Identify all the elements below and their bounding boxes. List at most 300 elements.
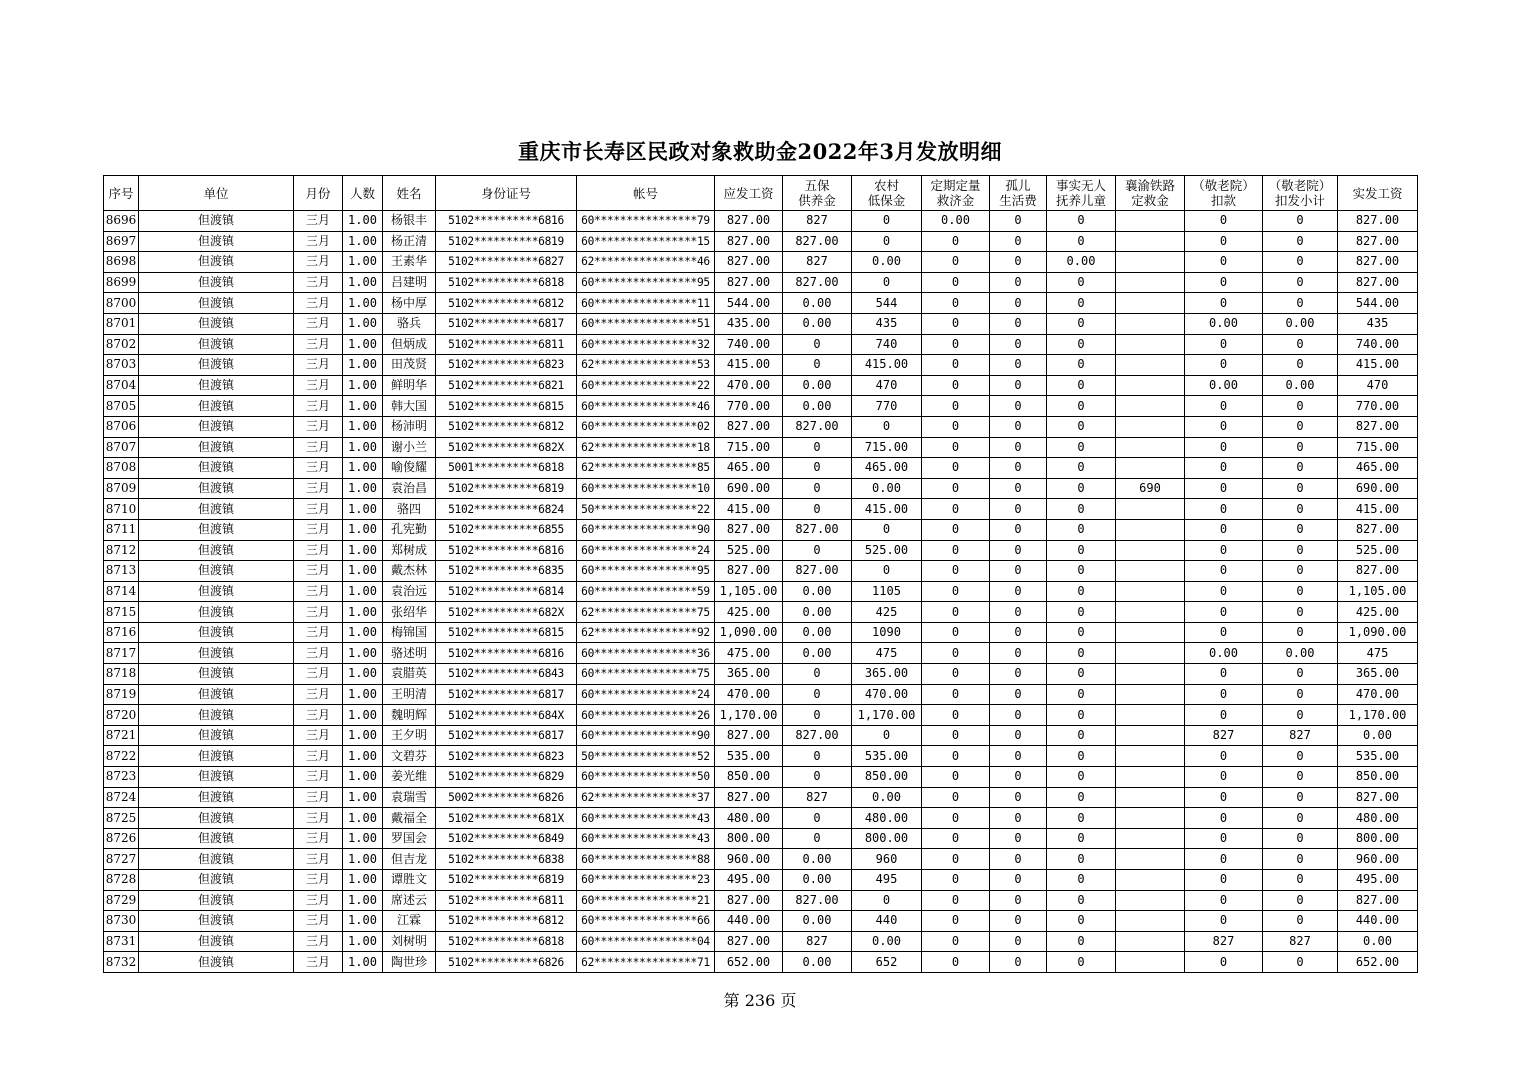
table-cell: 0 — [1263, 519, 1338, 540]
table-cell — [1116, 828, 1185, 849]
table-cell: 骆兵 — [383, 313, 436, 334]
table-cell: 0 — [1185, 437, 1263, 458]
table-row — [104, 643, 1418, 664]
table-cell: 8721 — [104, 725, 139, 746]
table-cell: 8711 — [104, 519, 139, 540]
table-cell: 但渡镇 — [139, 540, 294, 561]
table-cell: 60****************02 — [577, 416, 715, 437]
table-cell: 827.00 — [715, 725, 783, 746]
column-header: （敬老院） 扣款 — [1185, 176, 1263, 211]
table-cell: 1,170.00 — [715, 705, 783, 726]
table-row — [104, 396, 1418, 417]
table-cell: 1.00 — [343, 664, 383, 685]
table-cell: 0 — [783, 684, 852, 705]
table-cell: 0 — [1263, 581, 1338, 602]
table-cell — [1116, 725, 1185, 746]
table-cell: 8700 — [104, 293, 139, 314]
table-cell: 480.00 — [852, 808, 922, 829]
table-cell: 415.00 — [1338, 355, 1418, 376]
table-row — [104, 272, 1418, 293]
table-cell: 三月 — [294, 767, 343, 788]
table-cell: 5102**********6824 — [436, 499, 577, 520]
table-cell: 0 — [990, 767, 1047, 788]
table-cell — [1116, 334, 1185, 355]
table-cell: 1,170.00 — [852, 705, 922, 726]
table-cell: 0 — [990, 849, 1047, 870]
table-cell: 8720 — [104, 705, 139, 726]
table-cell: 1.00 — [343, 458, 383, 479]
table-cell: 827.00 — [1338, 890, 1418, 911]
table-cell: 827.00 — [715, 211, 783, 232]
table-cell: 0 — [990, 890, 1047, 911]
table-cell: 827.00 — [783, 725, 852, 746]
table-cell: 60****************23 — [577, 870, 715, 891]
table-cell: 骆述明 — [383, 643, 436, 664]
table-cell: 62****************71 — [577, 952, 715, 973]
table-cell: 0.00 — [783, 952, 852, 973]
table-cell: 但渡镇 — [139, 664, 294, 685]
table-cell: 0 — [1047, 643, 1116, 664]
table-cell: 0.00 — [1263, 375, 1338, 396]
table-cell: 0 — [1185, 293, 1263, 314]
table-cell: 0 — [1047, 787, 1116, 808]
table-cell: 0 — [922, 499, 990, 520]
table-row — [104, 581, 1418, 602]
table-cell: 0 — [990, 355, 1047, 376]
table-cell: 8726 — [104, 828, 139, 849]
table-cell: 770.00 — [1338, 396, 1418, 417]
table-cell: 60****************43 — [577, 808, 715, 829]
table-cell: 827 — [1263, 725, 1338, 746]
table-cell: 0 — [990, 870, 1047, 891]
table-cell: 但渡镇 — [139, 602, 294, 623]
table-cell: 0 — [1263, 499, 1338, 520]
table-cell: 0 — [922, 725, 990, 746]
table-cell: 1.00 — [343, 787, 383, 808]
table-cell: 但渡镇 — [139, 561, 294, 582]
table-cell: 1.00 — [343, 725, 383, 746]
table-cell: 但渡镇 — [139, 705, 294, 726]
table-row — [104, 911, 1418, 932]
table-cell: 5102**********6838 — [436, 849, 577, 870]
table-cell: 827.00 — [783, 519, 852, 540]
table-cell: 0.00 — [783, 911, 852, 932]
table-cell: 三月 — [294, 519, 343, 540]
table-cell: 465.00 — [852, 458, 922, 479]
table-cell: 0 — [852, 890, 922, 911]
table-cell: 1.00 — [343, 231, 383, 252]
table-cell: 1.00 — [343, 643, 383, 664]
table-cell: 0 — [1047, 602, 1116, 623]
table-cell: 1,105.00 — [1338, 581, 1418, 602]
table-cell: 魏明辉 — [383, 705, 436, 726]
table-cell: 5102**********6816 — [436, 540, 577, 561]
table-cell: 三月 — [294, 622, 343, 643]
table-cell: 960.00 — [715, 849, 783, 870]
table-cell: 0 — [1263, 684, 1338, 705]
table-cell: 0 — [1263, 540, 1338, 561]
table-cell: 但渡镇 — [139, 375, 294, 396]
table-cell: 0 — [990, 622, 1047, 643]
table-cell: 5102**********6819 — [436, 231, 577, 252]
table-cell: 827.00 — [783, 890, 852, 911]
table-cell: 652.00 — [715, 952, 783, 973]
table-cell: 0 — [1047, 684, 1116, 705]
table-cell: 0 — [1185, 231, 1263, 252]
table-cell: 8698 — [104, 252, 139, 273]
table-cell: 5102**********6827 — [436, 252, 577, 273]
table-cell: 5102**********6812 — [436, 293, 577, 314]
table-cell: 827.00 — [1338, 416, 1418, 437]
table-cell: 827 — [1185, 725, 1263, 746]
table-cell: 60****************79 — [577, 211, 715, 232]
table-cell: 475 — [1338, 643, 1418, 664]
table-cell: 1.00 — [343, 396, 383, 417]
table-cell: 0 — [1047, 767, 1116, 788]
table-cell: 0 — [783, 355, 852, 376]
table-cell: 50****************52 — [577, 746, 715, 767]
table-cell: 5102**********6817 — [436, 725, 577, 746]
table-cell: 0 — [1185, 828, 1263, 849]
table-cell: 0 — [1047, 931, 1116, 952]
table-cell: 但渡镇 — [139, 272, 294, 293]
table-cell: 8701 — [104, 313, 139, 334]
table-cell: 0 — [1047, 478, 1116, 499]
table-cell: 0.00 — [783, 375, 852, 396]
table-row — [104, 499, 1418, 520]
table-cell: 0 — [1047, 622, 1116, 643]
table-cell — [1116, 767, 1185, 788]
table-cell: 62****************46 — [577, 252, 715, 273]
table-cell: 谢小兰 — [383, 437, 436, 458]
table-cell: 0 — [1263, 870, 1338, 891]
table-cell — [1116, 272, 1185, 293]
table-cell: 1.00 — [343, 952, 383, 973]
table-cell: 0 — [990, 684, 1047, 705]
column-header: 事实无人 抚养儿童 — [1047, 176, 1116, 211]
table-cell: 0 — [1263, 437, 1338, 458]
column-header: 姓名 — [383, 176, 436, 211]
table-cell: 850.00 — [715, 767, 783, 788]
table-cell: 827.00 — [715, 519, 783, 540]
table-row — [104, 952, 1418, 973]
table-cell: 0 — [1263, 746, 1338, 767]
table-cell: 5102**********6849 — [436, 828, 577, 849]
table-row — [104, 355, 1418, 376]
table-cell: 0 — [1185, 705, 1263, 726]
table-row — [104, 705, 1418, 726]
table-cell: 60****************36 — [577, 643, 715, 664]
table-cell: 三月 — [294, 602, 343, 623]
table-cell: 5102**********6821 — [436, 375, 577, 396]
table-cell: 但渡镇 — [139, 416, 294, 437]
table-cell: 三月 — [294, 684, 343, 705]
table-cell: 0 — [1047, 870, 1116, 891]
table-cell: 三月 — [294, 705, 343, 726]
table-cell: 827.00 — [715, 561, 783, 582]
table-cell: 960.00 — [1338, 849, 1418, 870]
table-cell: 1.00 — [343, 211, 383, 232]
table-cell: 0 — [1047, 293, 1116, 314]
table-cell: 0 — [783, 746, 852, 767]
table-cell: 0 — [1185, 952, 1263, 973]
table-cell: 0.00 — [783, 313, 852, 334]
table-cell: 60****************95 — [577, 561, 715, 582]
table-cell: 470 — [1338, 375, 1418, 396]
table-cell — [1116, 643, 1185, 664]
table-cell: 0 — [852, 231, 922, 252]
table-cell — [1116, 684, 1185, 705]
table-cell: 5102**********6817 — [436, 684, 577, 705]
table-cell: 0.00 — [1338, 931, 1418, 952]
table-cell: 0 — [990, 643, 1047, 664]
table-cell: 三月 — [294, 746, 343, 767]
table-cell: 0 — [783, 499, 852, 520]
table-cell: 0.00 — [852, 931, 922, 952]
table-cell: 1.00 — [343, 705, 383, 726]
table-cell: 5102**********6811 — [436, 334, 577, 355]
column-header: 农村 低保金 — [852, 176, 922, 211]
table-cell: 三月 — [294, 272, 343, 293]
table-cell: 470.00 — [852, 684, 922, 705]
table-cell: 60****************90 — [577, 725, 715, 746]
table-cell: 0 — [922, 808, 990, 829]
table-cell: 5102**********6843 — [436, 664, 577, 685]
table-cell: 470 — [852, 375, 922, 396]
table-cell: 1.00 — [343, 293, 383, 314]
table-cell: 三月 — [294, 211, 343, 232]
table-cell: 60****************51 — [577, 313, 715, 334]
table-cell: 800.00 — [715, 828, 783, 849]
table-cell: 0 — [922, 890, 990, 911]
table-cell: 60****************66 — [577, 911, 715, 932]
table-cell: 0 — [1047, 334, 1116, 355]
table-cell: 8723 — [104, 767, 139, 788]
table-cell: 陶世珍 — [383, 952, 436, 973]
table-cell: 8703 — [104, 355, 139, 376]
table-cell: 1.00 — [343, 808, 383, 829]
table-cell: 544 — [852, 293, 922, 314]
table-cell: 0 — [922, 375, 990, 396]
table-cell: 827 — [1185, 931, 1263, 952]
table-cell: 365.00 — [715, 664, 783, 685]
table-cell: 0 — [922, 664, 990, 685]
table-cell: 0 — [922, 293, 990, 314]
column-header: 帐号 — [577, 176, 715, 211]
table-cell: 5102**********682X — [436, 437, 577, 458]
table-cell: 0 — [783, 437, 852, 458]
table-cell: 850.00 — [1338, 767, 1418, 788]
table-cell: 8719 — [104, 684, 139, 705]
table-cell: 0 — [922, 478, 990, 499]
table-cell: 1,090.00 — [1338, 622, 1418, 643]
table-cell: 0 — [1185, 787, 1263, 808]
table-cell: 0 — [1047, 705, 1116, 726]
table-cell: 1.00 — [343, 334, 383, 355]
table-cell: 5102**********6823 — [436, 746, 577, 767]
table-cell: 525.00 — [1338, 540, 1418, 561]
table-cell: 江霖 — [383, 911, 436, 932]
table-row — [104, 808, 1418, 829]
table-cell: 三月 — [294, 355, 343, 376]
table-cell: 张绍华 — [383, 602, 436, 623]
table-row — [104, 252, 1418, 273]
table-cell: 0.00 — [783, 602, 852, 623]
table-cell: 827.00 — [1338, 561, 1418, 582]
table-cell: 三月 — [294, 416, 343, 437]
table-cell: 0 — [1263, 952, 1338, 973]
table-cell: 415.00 — [852, 355, 922, 376]
table-cell: 1.00 — [343, 684, 383, 705]
table-cell: 60****************24 — [577, 684, 715, 705]
table-cell: 袁腊英 — [383, 664, 436, 685]
table-cell: 0 — [990, 602, 1047, 623]
table-row — [104, 334, 1418, 355]
table-cell: 0.00 — [783, 622, 852, 643]
table-cell: 5102**********6819 — [436, 870, 577, 891]
table-cell: 但炳成 — [383, 334, 436, 355]
table-cell: 0 — [852, 725, 922, 746]
table-cell — [1116, 808, 1185, 829]
table-cell: 770.00 — [715, 396, 783, 417]
table-cell: 0 — [922, 684, 990, 705]
table-cell: 但渡镇 — [139, 396, 294, 417]
table-cell: 495 — [852, 870, 922, 891]
table-cell: 谭胜文 — [383, 870, 436, 891]
table-cell: 0 — [1047, 746, 1116, 767]
column-header: 孤儿 生活费 — [990, 176, 1047, 211]
table-cell: 0 — [1047, 828, 1116, 849]
table-cell: 0 — [1047, 519, 1116, 540]
table-cell: 827 — [783, 787, 852, 808]
table-cell: 0 — [922, 602, 990, 623]
table-row — [104, 602, 1418, 623]
table-cell: 0.00 — [1185, 313, 1263, 334]
table-cell: 三月 — [294, 478, 343, 499]
table-cell: 三月 — [294, 313, 343, 334]
table-row — [104, 746, 1418, 767]
table-cell: 5102**********6818 — [436, 931, 577, 952]
table-cell: 0 — [852, 561, 922, 582]
table-cell: 715.00 — [852, 437, 922, 458]
table-cell: 0 — [990, 746, 1047, 767]
table-cell: 62****************85 — [577, 458, 715, 479]
table-cell: 470.00 — [1338, 684, 1418, 705]
table-cell: 8722 — [104, 746, 139, 767]
table-cell: 480.00 — [715, 808, 783, 829]
table-cell: 席述云 — [383, 890, 436, 911]
table-cell: 0 — [1185, 458, 1263, 479]
table-cell: 8715 — [104, 602, 139, 623]
table-cell: 5102**********6811 — [436, 890, 577, 911]
table-cell: 60****************95 — [577, 272, 715, 293]
table-cell: 5102**********6812 — [436, 416, 577, 437]
table-cell: 415.00 — [1338, 499, 1418, 520]
table-cell: 8712 — [104, 540, 139, 561]
table-cell: 827.00 — [1338, 787, 1418, 808]
table-cell: 0 — [990, 211, 1047, 232]
table-cell — [1116, 705, 1185, 726]
table-row — [104, 313, 1418, 334]
table-cell: 杨正清 — [383, 231, 436, 252]
table-cell: 0 — [1047, 355, 1116, 376]
table-cell: 60****************10 — [577, 478, 715, 499]
table-cell: 0 — [922, 396, 990, 417]
table-cell: 0.00 — [1263, 643, 1338, 664]
table-cell: 0 — [990, 561, 1047, 582]
table-row — [104, 211, 1418, 232]
table-cell: 三月 — [294, 725, 343, 746]
table-cell: 0 — [990, 458, 1047, 479]
table-cell: 495.00 — [1338, 870, 1418, 891]
table-cell: 1.00 — [343, 437, 383, 458]
table-cell: 0 — [922, 519, 990, 540]
column-header: 五保 供养金 — [783, 176, 852, 211]
table-cell: 0 — [1263, 849, 1338, 870]
table-cell: 0 — [1263, 334, 1338, 355]
table-cell: 1.00 — [343, 416, 383, 437]
table-cell: 0 — [783, 767, 852, 788]
table-cell: 0 — [1185, 664, 1263, 685]
table-cell: 5102**********6812 — [436, 911, 577, 932]
table-cell: 5002**********6826 — [436, 787, 577, 808]
table-cell: 0 — [1263, 664, 1338, 685]
table-cell: 652.00 — [1338, 952, 1418, 973]
table-cell: 0 — [1185, 416, 1263, 437]
table-cell: 0 — [990, 396, 1047, 417]
table-cell: 470.00 — [715, 684, 783, 705]
table-cell: 0 — [922, 540, 990, 561]
table-cell: 827.00 — [783, 272, 852, 293]
table-cell: 0 — [990, 952, 1047, 973]
table-row — [104, 622, 1418, 643]
table-cell: 435.00 — [715, 313, 783, 334]
table-cell: 435 — [1338, 313, 1418, 334]
table-cell: 0 — [990, 437, 1047, 458]
table-cell: 0.00 — [783, 293, 852, 314]
table-cell: 8728 — [104, 870, 139, 891]
table-cell — [1116, 849, 1185, 870]
table-cell: 0 — [1185, 684, 1263, 705]
table-cell: 475.00 — [715, 643, 783, 664]
table-cell: 535.00 — [715, 746, 783, 767]
table-cell: 但渡镇 — [139, 313, 294, 334]
table-cell — [1116, 540, 1185, 561]
table-cell: 0 — [783, 664, 852, 685]
table-cell — [1116, 952, 1185, 973]
table-cell: 50****************22 — [577, 499, 715, 520]
table-cell: 但渡镇 — [139, 890, 294, 911]
table-cell: 1,105.00 — [715, 581, 783, 602]
table-cell: 8727 — [104, 849, 139, 870]
table-cell: 535.00 — [852, 746, 922, 767]
table-cell: 0 — [1185, 355, 1263, 376]
table-cell: 0 — [1047, 416, 1116, 437]
table-cell: 827.00 — [715, 890, 783, 911]
table-cell: 梅锦国 — [383, 622, 436, 643]
table-cell: 0 — [1047, 561, 1116, 582]
table-cell: 690.00 — [715, 478, 783, 499]
table-cell: 0 — [1047, 849, 1116, 870]
table-cell: 0 — [1263, 561, 1338, 582]
table-cell: 544.00 — [715, 293, 783, 314]
table-cell: 0 — [1185, 767, 1263, 788]
table-cell — [1116, 787, 1185, 808]
table-cell: 刘树明 — [383, 931, 436, 952]
table-cell: 827 — [783, 252, 852, 273]
table-cell: 5102**********6816 — [436, 643, 577, 664]
table-cell — [1116, 293, 1185, 314]
